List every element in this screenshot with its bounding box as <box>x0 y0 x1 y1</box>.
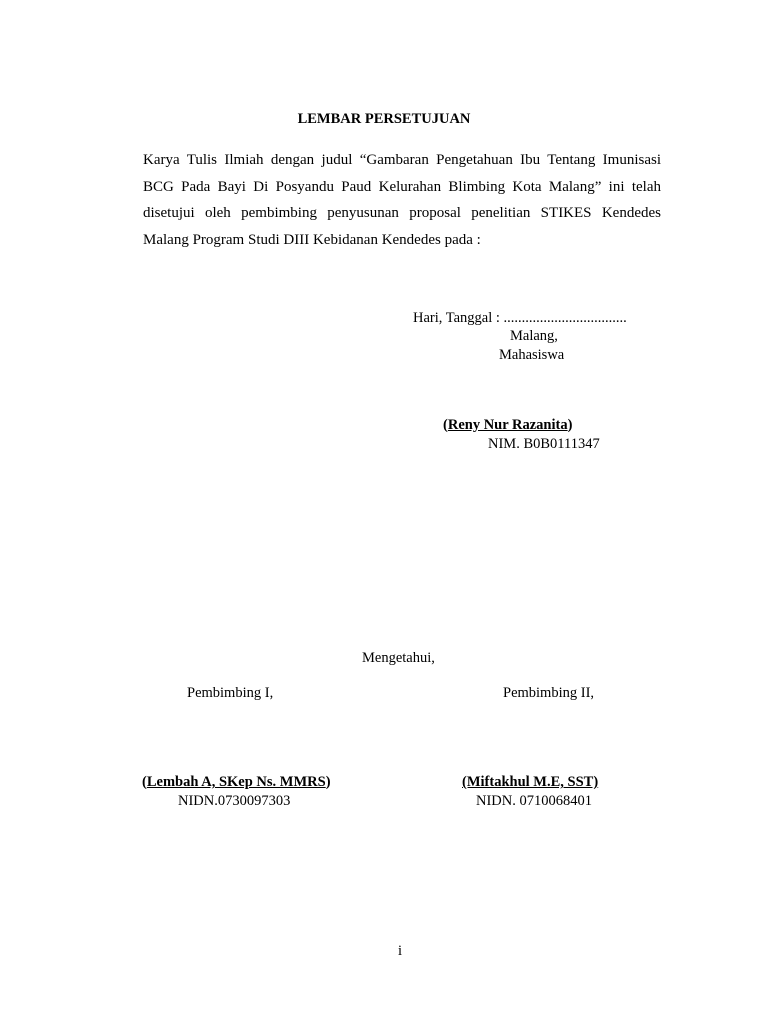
advisor1-role: Pembimbing I, <box>187 685 274 701</box>
paren-close: ) <box>567 417 573 433</box>
student-nim: NIM. B0B0111347 <box>488 436 600 452</box>
advisor1-signature-name <box>142 773 331 791</box>
date-line: Hari, Tanggal : .................................. <box>413 310 627 326</box>
acknowledge-label: Mengetahui, <box>362 650 435 666</box>
advisor1-id: NIDN.0730097303 <box>178 793 291 809</box>
advisor2-role: Pembimbing II, <box>503 685 595 701</box>
city-label: Malang, <box>510 328 558 344</box>
student-name: Reny Nur Razanita <box>447 417 568 433</box>
advisor2-id: NIDN. 0710068401 <box>476 793 592 809</box>
advisor2-name: (Miftakhul M.E, SST) <box>462 774 599 790</box>
paragraph-line: Karya Tulis Ilmiah dengan judul “Gambaran Pengetahuan Ibu Tentang Imunisasi <box>143 152 661 168</box>
paragraph-line: BCG Pada Bayi Di Posyandu Paud Kelurahan Blimbing Kota Malang” ini telah <box>143 178 661 195</box>
student-role-label: Mahasiswa <box>499 347 565 363</box>
page-number: i <box>398 943 403 959</box>
advisor2-signature-name <box>462 773 598 791</box>
paragraph-line: disetujui oleh pembimbing penyusunan proposal penelitian STIKES Kendedes <box>143 205 661 222</box>
approval-paragraph <box>143 147 661 254</box>
paren-open: ( <box>142 774 147 790</box>
paren-open: ( <box>443 417 448 433</box>
paren-close: ) <box>325 774 331 790</box>
paragraph-line: Malang Program Studi DIII Kebidanan Kendedes pada : <box>143 232 481 249</box>
advisor1-name: Lembah A, SKep Ns. MMRS <box>146 774 326 790</box>
page-title: LEMBAR PERSETUJUAN <box>297 111 471 127</box>
student-signature-name <box>443 416 572 434</box>
